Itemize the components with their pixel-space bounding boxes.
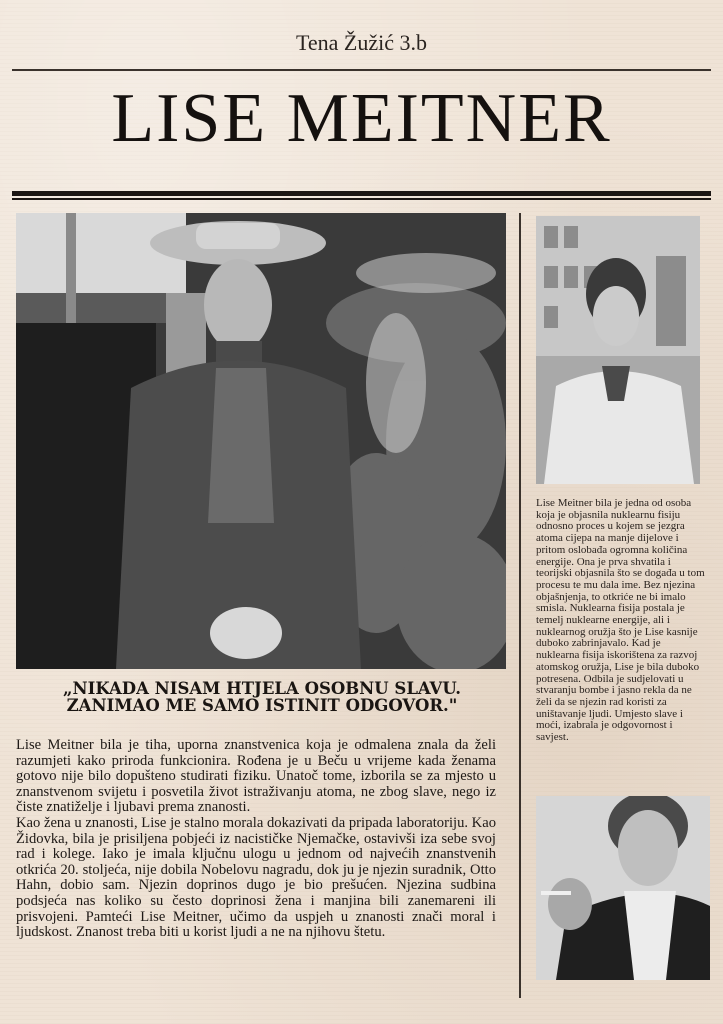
author-line: Tena Žužić 3.b [295, 30, 427, 55]
top-divider [12, 69, 711, 71]
sidebar-portrait-photo [536, 796, 710, 980]
pull-quote: „NIKADA NISAM HTJELA OSOBNU SLAVU. ZANIMAO ME SAMO ISTINIT ODGOVOR." [63, 679, 461, 715]
main-portrait-photo [16, 213, 506, 669]
page-title: LISE MEITNER [111, 80, 612, 157]
title-divider-thick [12, 191, 711, 196]
column-divider [519, 213, 521, 998]
article-paragraph-1: Lise Meitner bila je tiha, uporna znanstvenica koja je odmalena znala da želi razumjeti kako priroda funkcionira. Rođena je u Beču u vrijeme kada ženama gotovo nije bilo dopušteno studirati fiziku. Unatoč tome, izborila se za mjesto u znanstvenom svijetu i posvetila život istraživanju atoma, ne zbog slave, nego iz čiste znatiželje i ljubavi prema znanosti. [16, 737, 496, 816]
article-body [16, 738, 496, 941]
article-paragraph-2: Kao žena u znanosti, Lise je stalno morala dokazivati da pripada laboratoriju. Kao Židovka, bila je prisiljena pobjeći iz nacističke Njemačke, ostavivši iza sebe svoj rad i kolege. Iako je imala ključnu ulogu u jednom od najvećih znanstvenih otkrića 20. stoljeća, nije dobila Nobelovu nagradu, dok ju je njezin suradnik, Otto Hahn, dobio sam. Njezin doprinos dugo je bio prešućen. Njezina sudbina podsjeća nas koliko su često doprinosi žena i manjina bili zanemareni ili prisvojeni. Pamteći Lise Meitner, učimo da uspjeh u znanosti znači moral i ljudskost. Znanost treba biti u korist ljudi a ne na njihovu štetu. [16, 814, 496, 941]
title-divider-thin [12, 198, 711, 200]
sidebar-lab-photo [536, 216, 700, 484]
sidebar-text: Lise Meitner bila je jedna od osoba koja je objasnila nuklearnu fisiju odnosno proces u kojem se jezgra atoma cijepa na manje dijelove i pritom oslobađa ogromna količina energije. Ona je prva shvatila i teorijski objasnila što se događa u tom procesu te mu dala ime. Bez njezina objašnjenja, to otkriće ne bi imalo smisla. Nuklearna fisija postala je temelj nuklearne energije, ali i nuklearnog oružja što je Lise kasnije duboko zabrinjavalo. Kad je nuklearna fisija iskorištena za razvoj atomskog oružja, Lise je bila duboko potresena. Odbila je sudjelovati u stvaranju bombe i jasno rekla da ne želi da se njezin rad koristi za uništavanje ljudi. Umjesto slave i moći, izabrala je odgovornost i savjest. [536, 497, 705, 744]
